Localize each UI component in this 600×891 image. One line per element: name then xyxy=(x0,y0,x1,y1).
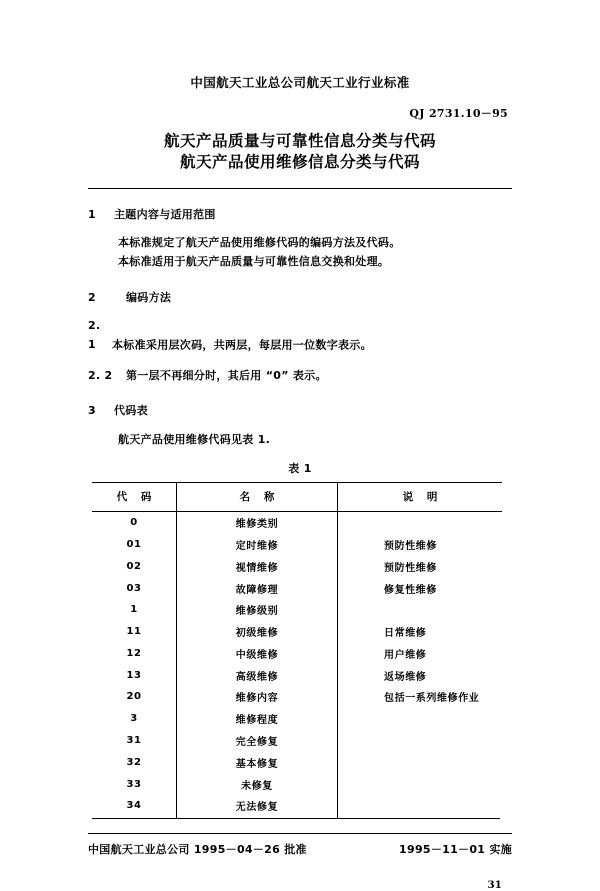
cell-description: 用户维修 xyxy=(338,642,503,664)
section-1-title: 主题内容与适用范围 xyxy=(114,208,216,222)
cell-code: 32 xyxy=(126,756,142,768)
table-row xyxy=(92,621,502,643)
column-header-name: 名 称 xyxy=(177,482,338,511)
cell-code: 13 xyxy=(126,669,142,681)
clause-2-1-number: 2. 1 xyxy=(88,319,101,352)
standard-number-row xyxy=(88,102,512,121)
table-row xyxy=(92,751,502,773)
table-row xyxy=(92,599,502,621)
cell-code: 0 xyxy=(130,517,138,529)
cell-code: 11 xyxy=(126,626,142,638)
section-1-number: 1 xyxy=(88,208,96,222)
cell-name: 无法修复 xyxy=(177,795,338,818)
cell-description xyxy=(338,795,503,818)
cell-name: 初级维修 xyxy=(177,621,338,643)
table-row xyxy=(92,795,502,818)
document-title-line1: 航天产品质量与可靠性信息分类与代码 xyxy=(163,132,436,150)
table-row xyxy=(92,773,502,795)
cell-name: 维修程度 xyxy=(177,708,338,730)
cell-name: 故障修理 xyxy=(177,577,338,599)
section-3-number: 3 xyxy=(88,403,96,417)
table-row xyxy=(92,686,502,708)
cell-name: 维修类别 xyxy=(177,511,338,533)
cell-code: 12 xyxy=(126,647,142,659)
cell-code: 31 xyxy=(126,734,142,746)
footer-divider xyxy=(88,833,512,834)
cell-description: 修复性维修 xyxy=(338,577,503,599)
column-header-description: 说 明 xyxy=(338,482,503,511)
section-3-title: 代码表 xyxy=(114,403,148,417)
cell-description xyxy=(338,730,503,752)
section-1-heading xyxy=(88,206,512,222)
standard-number: QJ 2731.10－95 xyxy=(409,107,508,120)
cell-description: 日常维修 xyxy=(338,621,503,643)
section-2-heading xyxy=(88,289,512,305)
document-title xyxy=(88,131,512,172)
table-row xyxy=(92,511,502,533)
table-row xyxy=(92,577,502,599)
table-intro-text: 航天产品使用维修代码见表 1. xyxy=(118,432,271,446)
cell-description xyxy=(338,708,503,730)
section-2-number: 2 xyxy=(88,291,96,305)
page-number: 31 xyxy=(487,879,502,891)
code-table-bottom-border xyxy=(92,818,500,819)
page-content xyxy=(88,0,512,891)
table-row xyxy=(92,642,502,664)
cell-name: 未修复 xyxy=(177,773,338,795)
cell-code: 33 xyxy=(126,778,142,790)
table-row xyxy=(92,534,502,556)
cell-code: 03 xyxy=(126,582,142,594)
cell-code: 34 xyxy=(126,800,142,812)
issuer-line: 中国航天工业总公司航天工业行业标准 xyxy=(190,75,410,90)
code-table xyxy=(92,482,502,819)
cell-description xyxy=(338,511,503,533)
cell-description: 包括一系列维修作业 xyxy=(338,686,503,708)
section-2-title: 编码方法 xyxy=(126,291,172,305)
clause-2-1-text: 本标准采用层次码，共两层，每层用一位数字表示。 xyxy=(112,338,372,352)
section-3-heading xyxy=(88,402,512,418)
clause-2-2-number: 2. 2 xyxy=(88,368,113,382)
code-table-header-row xyxy=(92,482,502,511)
section-1-paragraph-1: 本标准规定了航天产品使用维修代码的编码方法及代码。 xyxy=(118,236,401,250)
implementation-date: 1995－11－01 实施 xyxy=(399,843,512,857)
code-table-head xyxy=(92,482,502,511)
cell-name: 高级维修 xyxy=(177,664,338,686)
cell-description: 返场维修 xyxy=(338,664,503,686)
cell-description xyxy=(338,751,503,773)
document-footer xyxy=(88,841,512,857)
code-table-body xyxy=(92,511,502,818)
cell-code: 20 xyxy=(126,691,142,703)
table-row xyxy=(92,708,502,730)
clause-2-2-text: 第一层不再细分时，其后用 “0” 表示。 xyxy=(126,368,327,382)
cell-name: 完全修复 xyxy=(177,730,338,752)
section-1-paragraph-2: 本标准适用于航天产品质量与可靠性信息交换和处理。 xyxy=(118,255,390,269)
cell-name: 定时维修 xyxy=(177,534,338,556)
approval-statement: 中国航天工业总公司 1995－04－26 批准 xyxy=(88,843,307,857)
section-1-body xyxy=(118,234,512,272)
document-title-line2: 航天产品使用维修信息分类与代码 xyxy=(179,152,420,171)
cell-name: 中级维修 xyxy=(177,642,338,664)
table-row xyxy=(92,555,502,577)
cell-description xyxy=(338,599,503,621)
title-divider xyxy=(88,188,512,189)
cell-description: 预防性维修 xyxy=(338,555,503,577)
cell-name: 视情维修 xyxy=(177,555,338,577)
cell-code: 1 xyxy=(130,604,138,616)
code-table-wrapper xyxy=(92,482,500,820)
clause-2-2 xyxy=(88,366,512,385)
cell-name: 维修级别 xyxy=(177,599,338,621)
cell-code: 02 xyxy=(126,560,142,572)
clause-2-1 xyxy=(88,316,512,355)
cell-name: 基本修复 xyxy=(177,751,338,773)
table-caption: 表 1 xyxy=(288,461,312,475)
cell-description xyxy=(338,773,503,795)
column-header-code: 代 码 xyxy=(92,482,177,511)
cell-code: 01 xyxy=(126,538,142,550)
table-row xyxy=(92,730,502,752)
cell-description: 预防性维修 xyxy=(338,534,503,556)
table-row xyxy=(92,664,502,686)
cell-name: 维修内容 xyxy=(177,686,338,708)
cell-code: 3 xyxy=(130,713,138,725)
